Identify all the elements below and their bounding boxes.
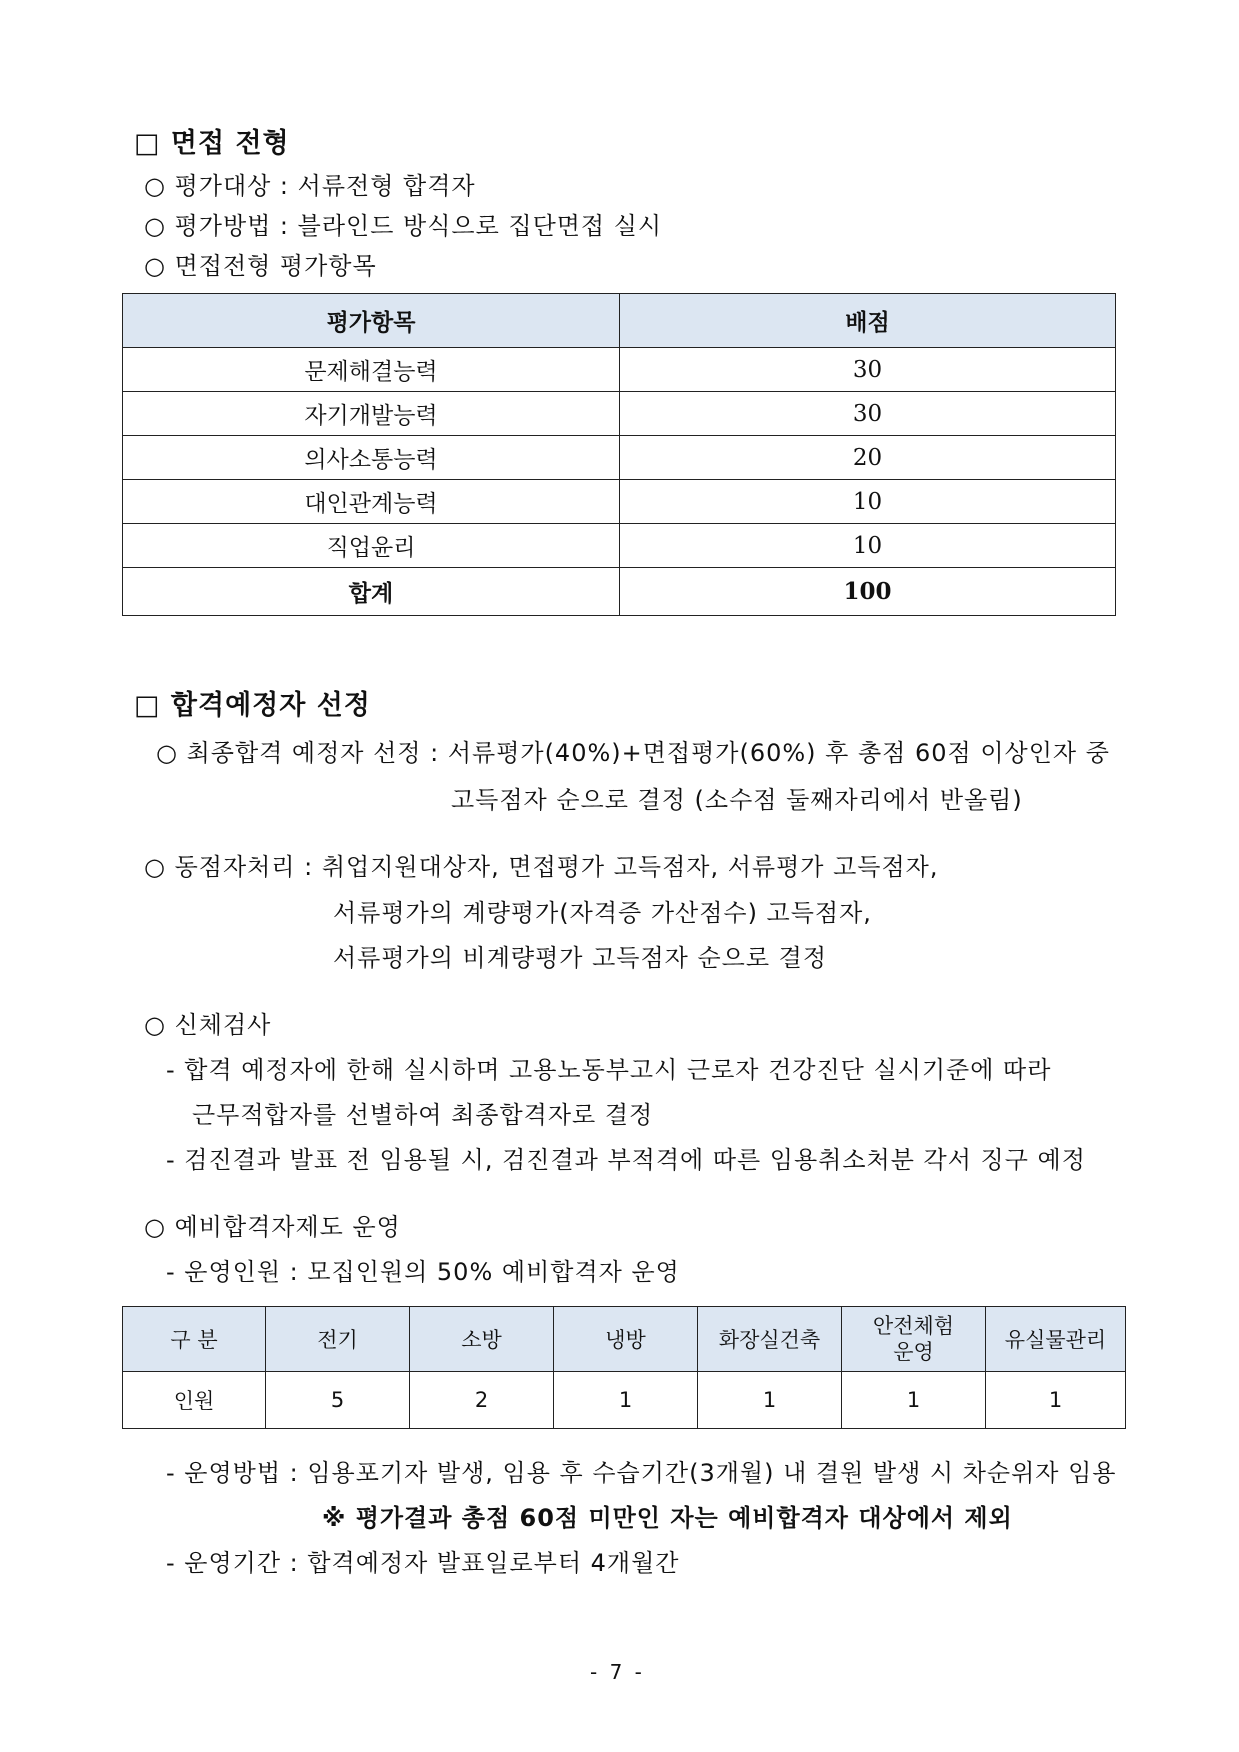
criteria-score: 10 <box>620 524 1116 568</box>
interview-target: ○ 평가대상 : 서류전형 합격자 <box>144 172 476 200</box>
reserve-staffing: - 운영인원 : 모집인원의 50% 예비합격자 운영 <box>166 1258 680 1286</box>
criteria-name: 대인관계능력 <box>123 480 620 524</box>
count-cooling: 1 <box>554 1372 698 1429</box>
table-row <box>123 480 1116 524</box>
criteria-name: 자기개발능력 <box>123 392 620 436</box>
col-header-item: 평가항목 <box>123 294 620 348</box>
col-header-score: 배점 <box>620 294 1116 348</box>
reserve-period: - 운영기간 : 합격예정자 발표일로부터 4개월간 <box>166 1549 680 1577</box>
reserve-table <box>122 1306 1126 1429</box>
tie-break-line3: 서류평가의 비계량평가 고득점자 순으로 결정 <box>333 944 828 972</box>
row-label: 인원 <box>123 1372 266 1429</box>
count-restroom: 1 <box>698 1372 842 1429</box>
col-header-safety: 안전체험 운영 <box>842 1307 986 1372</box>
table-row <box>123 348 1116 392</box>
table-row <box>123 524 1116 568</box>
reserve-method: - 운영방법 : 임용포기자 발생, 임용 후 수습기간(3개월) 내 결원 발생 시 차순위자 임용 <box>166 1459 1117 1487</box>
final-selection-line2: 고득점자 순으로 결정 (소수점 둘째자리에서 반올림) <box>451 786 1023 814</box>
col-header-lost-found: 유실물관리 <box>986 1307 1126 1372</box>
final-selection-line1: ○ 최종합격 예정자 선정 : 서류평가(40%)+면접평가(60%) 후 총점 60점 이상인자 중 <box>156 739 1110 767</box>
count-fire: 2 <box>410 1372 554 1429</box>
selection-title: □ 합격예정자 선정 <box>134 690 371 721</box>
table-row <box>123 1372 1126 1429</box>
tie-break-line1: ○ 동점자처리 : 취업지원대상자, 면접평가 고득점자, 서류평가 고득점자, <box>144 853 939 881</box>
criteria-score: 30 <box>620 348 1116 392</box>
physical-exam-line3: - 검진결과 발표 전 임용될 시, 검진결과 부적격에 따른 임용취소처분 각서 징구 예정 <box>166 1146 1086 1174</box>
interview-title: □ 면접 전형 <box>134 128 290 159</box>
col-header-restroom: 화장실건축 <box>698 1307 842 1372</box>
criteria-score: 10 <box>620 480 1116 524</box>
table-total-row <box>123 568 1116 616</box>
criteria-name: 직업윤리 <box>123 524 620 568</box>
interview-criteria-heading: ○ 면접전형 평가항목 <box>144 252 377 280</box>
criteria-score: 20 <box>620 436 1116 480</box>
physical-exam-line2: 근무적합자를 선별하여 최종합격자로 결정 <box>192 1101 654 1129</box>
criteria-name: 의사소통능력 <box>123 436 620 480</box>
physical-exam-heading: ○ 신체검사 <box>144 1011 272 1039</box>
tie-break-line2: 서류평가의 계량평가(자격증 가산점수) 고득점자, <box>333 899 872 927</box>
col-header-fire: 소방 <box>410 1307 554 1372</box>
total-label: 합계 <box>123 568 620 616</box>
count-lost-found: 1 <box>986 1372 1126 1429</box>
count-electric: 5 <box>266 1372 410 1429</box>
table-row <box>123 436 1116 480</box>
reserve-heading: ○ 예비합격자제도 운영 <box>144 1213 401 1241</box>
table-row <box>123 392 1116 436</box>
criteria-score: 30 <box>620 392 1116 436</box>
interview-method: ○ 평가방법 : 블라인드 방식으로 집단면접 실시 <box>144 212 663 240</box>
col-header-cooling: 냉방 <box>554 1307 698 1372</box>
page-number: - 7 - <box>590 1660 645 1684</box>
col-header-category: 구 분 <box>123 1307 266 1372</box>
total-score: 100 <box>620 568 1116 616</box>
criteria-name: 문제해결능력 <box>123 348 620 392</box>
reserve-note: ※ 평가결과 총점 60점 미만인 자는 예비합격자 대상에서 제외 <box>322 1504 1013 1532</box>
col-header-electric: 전기 <box>266 1307 410 1372</box>
count-safety: 1 <box>842 1372 986 1429</box>
interview-criteria-table <box>122 293 1116 616</box>
physical-exam-line1: - 합격 예정자에 한해 실시하며 고용노동부고시 근로자 건강진단 실시기준에 따라 <box>166 1056 1052 1084</box>
